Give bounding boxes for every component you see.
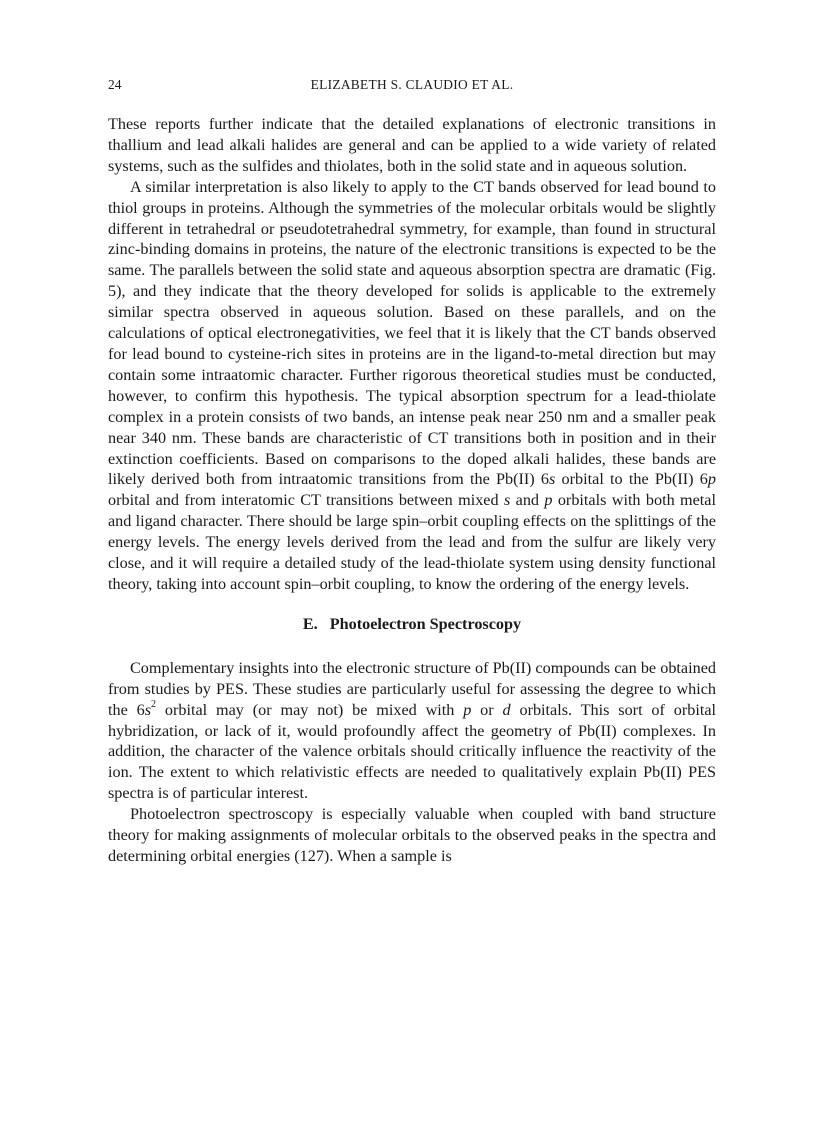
paragraph-2: A similar interpretation is also likely to apply to the CT bands observed for lead bound to thiol groups in proteins. Although the symmetries of the molecular orbitals would be slightly different in tetrahedral or pseudotetrahedral symmetry, for example, than found in structural zinc-binding domains in proteins, the nature of the electronic transitions is expected to be the same. The parallels between the solid state and aqueous absorption spectra are dramatic (Fig. 5), and they indicate that the theory developed for solids is applicable to the extremely similar spectra observed in aqueous solution. Based on these parallels, and on the calculations of optical electronegativities, we feel that it is likely that the CT bands observed for lead bound to cysteine-rich sites in proteins are in the ligand-to-metal direction but may contain some intraatomic character. Further rigorous theoretical studies must be conducted, however, to confirm this hypothesis. The typical absorption spectrum for a lead-thiolate complex in a protein consists of two bands, an intense peak near 250 nm and a smaller peak near 340 nm. These bands are characteristic of CT transitions both in position and in their extinction coefficients. Based on comparisons to the doped alkali halides, these bands are likely derived both from intraatomic transitions from the Pb(II) 6s orbital to the Pb(II) 6p orbital and from interatomic CT transitions between mixed s and p orbitals with both metal and ligand character. There should be large spin–orbit coupling effects on the splittings of the energy levels. The energy levels derived from the lead and from the sulfur are likely very close, and it will require a detailed study of the lead-thiolate system using density functional theory, taking into account spin–orbit coupling, to know the ordering of the energy levels. <box>108 177 716 593</box>
page-number: 24 <box>108 77 122 92</box>
paragraph-1: These reports further indicate that the detailed explanations of electronic transitions in thallium and lead alkali halides are general and can be applied to a wide variety of related systems, such as the sulfides and thiolates, both in the solid state and in aqueous solution. <box>108 115 716 175</box>
running-head-authors: ELIZABETH S. CLAUDIO ET AL. <box>310 77 514 92</box>
paragraph-4: Photoelectron spectroscopy is especially valuable when coupled with band structure theory for making assignments of molecular orbitals to the observed peaks in the spectra and determining orbital energies (127). When a sample is <box>108 805 716 865</box>
paragraph-3: Complementary insights into the electronic structure of Pb(II) compounds can be obtained from studies by PES. These studies are particularly useful for assessing the degree to which the $6s^2$ orbital may (or may not) be mixed with p or d orbitals. This sort of orbital hybridization, or lack of it, would profoundly affect the geometry of Pb(II) complexes. In addition, the character of the valence orbitals should critically influence the reactivity of the ion. The extent to which relativistic effects are needed to qualitatively explain Pb(II) PES spectra is of particular interest. <box>108 658 717 803</box>
page-body <box>108 114 716 867</box>
running-header <box>108 74 716 96</box>
section-heading <box>108 614 716 635</box>
section-title: Photoelectron Spectroscopy <box>329 614 522 633</box>
section-number: E. <box>302 614 318 633</box>
